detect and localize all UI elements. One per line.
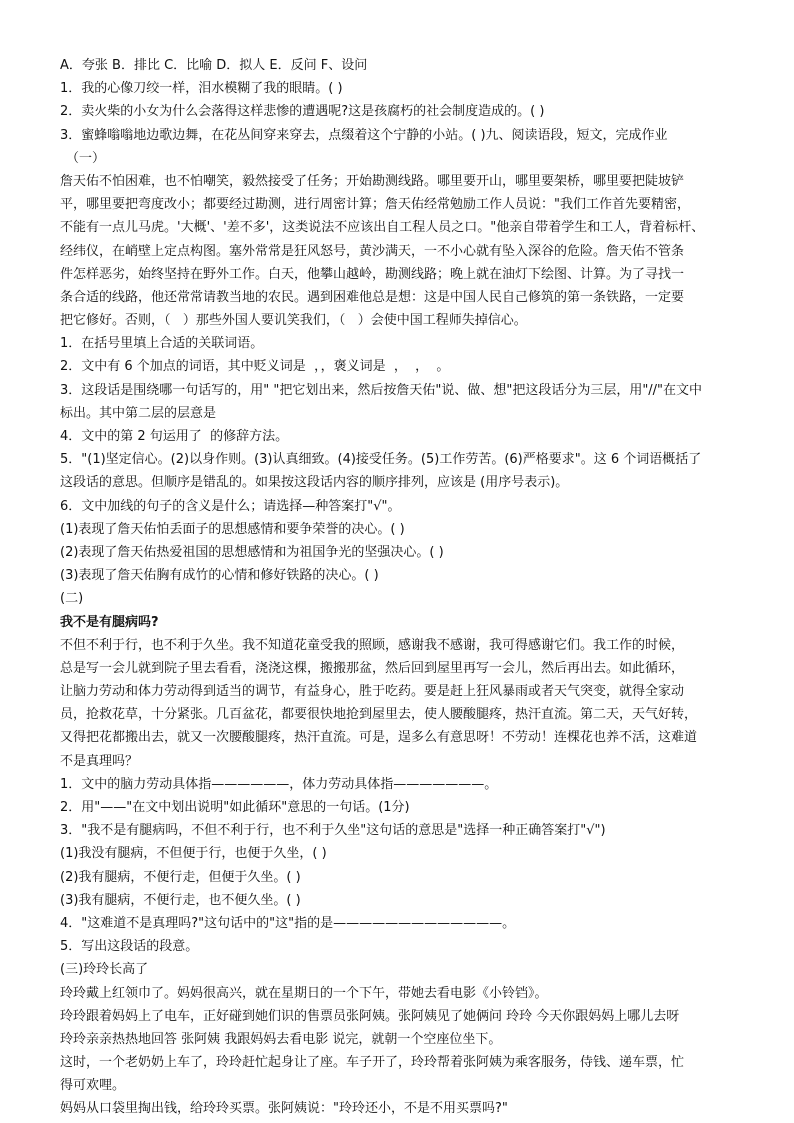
passage-line: 把它修好。否则，（ ）那些外国人要讥笑我们，（ ）会使中国工程师失掉信心。 [60,313,527,329]
choice-line: (3)表现了詹天佑胸有成竹的心情和修好铁路的决心。( ) [60,568,379,584]
question-line: 5．"(1)坚定信心。(2)以身作则。(3)认真细致。(4)接受任务。(5)工作劳苦。(6)严格要求"。这 6 个词语概括了 [60,452,702,468]
question-line: 1．文中的脑力劳动具体指——————，体力劳动具体指———————。 [60,776,498,792]
question-line: 这段话的意思。但顺序是错乱的。如果按这段话内容的顺序排列，应该是 (用序号表示)。 [60,475,569,491]
passage-line: 得可欢哩。 [60,1078,126,1094]
document-page [60,54,736,1121]
question-line: 4．"这难道不是真理吗?"这句话中的"这"指的是—————————————。 [60,915,516,931]
passage-line: 妈妈从口袋里掏出钱，给玲玲买票。张阿姨说："玲玲还小，不是不用买票吗?" [60,1101,508,1117]
choice-line: (2)表现了詹天佑热爱祖国的思想感情和为祖国争光的坚强决心。( ) [60,544,444,560]
passage-line: 条合适的线路，他还常常请教当地的农民。遇到困难他总是想：这是中国人民自己修筑的第一条铁路，一定要 [60,289,685,305]
passage-line: 平，哪里要把弯度改小；都要经过勘测，进行周密计算；詹天佑经常勉励工作人员说："我们工作首先要精密， [60,197,690,213]
question-line: 1．在括号里填上合适的关联词语。 [60,336,264,352]
passage-line: 总是写一会儿就到院子里去看看，浇浇这棵，搬搬那盆，然后回到屋里再写一会儿，然后再出去。如此循环， [60,660,685,676]
question-line: 6．文中加线的句子的含义是什么；请选择—种答案打"√"。 [60,498,401,514]
choice-line: (3)我有腿病，不便行走，也不便久坐。( ) [60,892,301,908]
passage-line: 玲玲戴上红领巾了。妈妈很高兴，就在星期日的一个下午，带她去看电影《小铃铛》。 [60,985,548,1001]
choice-line: (1)我没有腿病，不但便于行，也便于久坐，( ) [60,846,327,862]
passage-line: 员，抢救花草，十分紧张。几百盆花，都要很快地抢到屋里去，使人腰酸腿疼，热汗直流。第二天，天气好转， [60,707,698,723]
question-line: 3．蜜蜂嗡嗡地边歌边舞，在花丛间穿来穿去，点缀着这个宁静的小站。( )九、阅读语段，短文，完成作业 [60,127,668,143]
passage-line: 经纬仪，在峭壁上定点构图。塞外常常是狂风怒号，黄沙满天，一不小心就有坠入深谷的危险。詹天佑不管条 [60,243,685,259]
question-line: 2．卖火柴的小女为什么会落得这样悲惨的遭遇呢?这是孩腐朽的社会制度造成的。( ) [60,104,545,120]
options-line: A．夸张 B．排比 C．比喻 D．拟人 E．反问 F、设问 [60,58,368,73]
choice-line: (1)表现了詹天佑怕丢面子的思想感情和要争荣誉的决心。( ) [60,521,405,537]
passage-line: 这时，一个老奶奶上车了，玲玲赶忙起身让了座。车子开了，玲玲帮着张阿姨为乘客服务，侍钱、递车票，忙 [60,1055,685,1071]
question-line: 2．文中有 6 个加点的词语，其中贬义词是 ，，褒义词是 ， ， 。 [60,359,450,375]
passage-line: 不但不利于行，也不利于久坐。我不知道花童受我的照顾，感谢我不感谢，我可得感谢它们。我工作的时候， [60,637,685,653]
section-heading: (三)玲玲长高了 [60,962,149,978]
section-heading: （一） [66,150,106,166]
passage-line: 又得把花都搬出去，就又一次腰酸腿疼，热汗直流。可是，逞多么有意思呀！不劳动！连棵花也养不活，这难道 [60,730,698,746]
passage-line: 让脑力劳动和体力劳动得到适当的调节，有益身心，胜于吃药。要是赶上狂风暴雨或者天气突变，就得全家动 [60,684,685,700]
passage-line: 玲玲亲亲热热地回答 张阿姨 我跟妈妈去看电影 说完，就朝一个空座位坐下。 [60,1031,502,1047]
question-line: 1．我的心像刀绞一样，泪水模糊了我的眼睛。( ) [60,81,343,97]
section-heading: (二) [60,591,84,607]
question-line: 2．用"——"在文中划出说明"如此循环"意思的一句话。(1分) [60,800,410,815]
question-line: 4．文中的第 2 句运用了 的修辞方法。 [60,429,289,444]
passage-line: 不是真理吗？ [60,753,139,769]
question-line: 3．这段话是围绕哪一句话写的，用" "把它划出来，然后按詹天佑"说、做、想"把这段话分为三层，用"//"在文中 [60,382,703,398]
passage-line: 不能有一点儿马虎。'大概'、'差不多'，这类说法不应该出自工程人员之口。"他亲自带着学生和工人，背着标杆、 [60,220,705,236]
question-line: 5．写出这段话的段意。 [60,939,199,955]
question-line: 标出。其中第二层的层意是 [60,405,217,421]
passage-line: 玲玲跟着妈妈上了电车，正好碰到她们识的售票员张阿姨。张阿姨见了她俩问 玲玲 今天你跟妈妈上哪儿去呀 [60,1008,680,1024]
question-line: 3．"我不是有腿病吗，不但不利于行，也不利于久坐"这句话的意思是"选择一种正确答案打"√") [60,823,606,839]
passage-line: 詹天佑不怕困难，也不怕嘲笑，毅然接受了任务；开始勘测线路。哪里要开山，哪里要架桥，哪里要把陡坡铲 [60,173,685,189]
choice-line: (2)我有腿病，不便行走，但便于久坐。( ) [60,869,301,885]
passage-title: 我不是有腿病吗? [60,614,159,630]
passage-line: 件怎样恶劣，始终坚持在野外工作。白天，他攀山越岭，勘测线路；晚上就在油灯下绘图、计算。为了寻找一 [60,266,685,282]
